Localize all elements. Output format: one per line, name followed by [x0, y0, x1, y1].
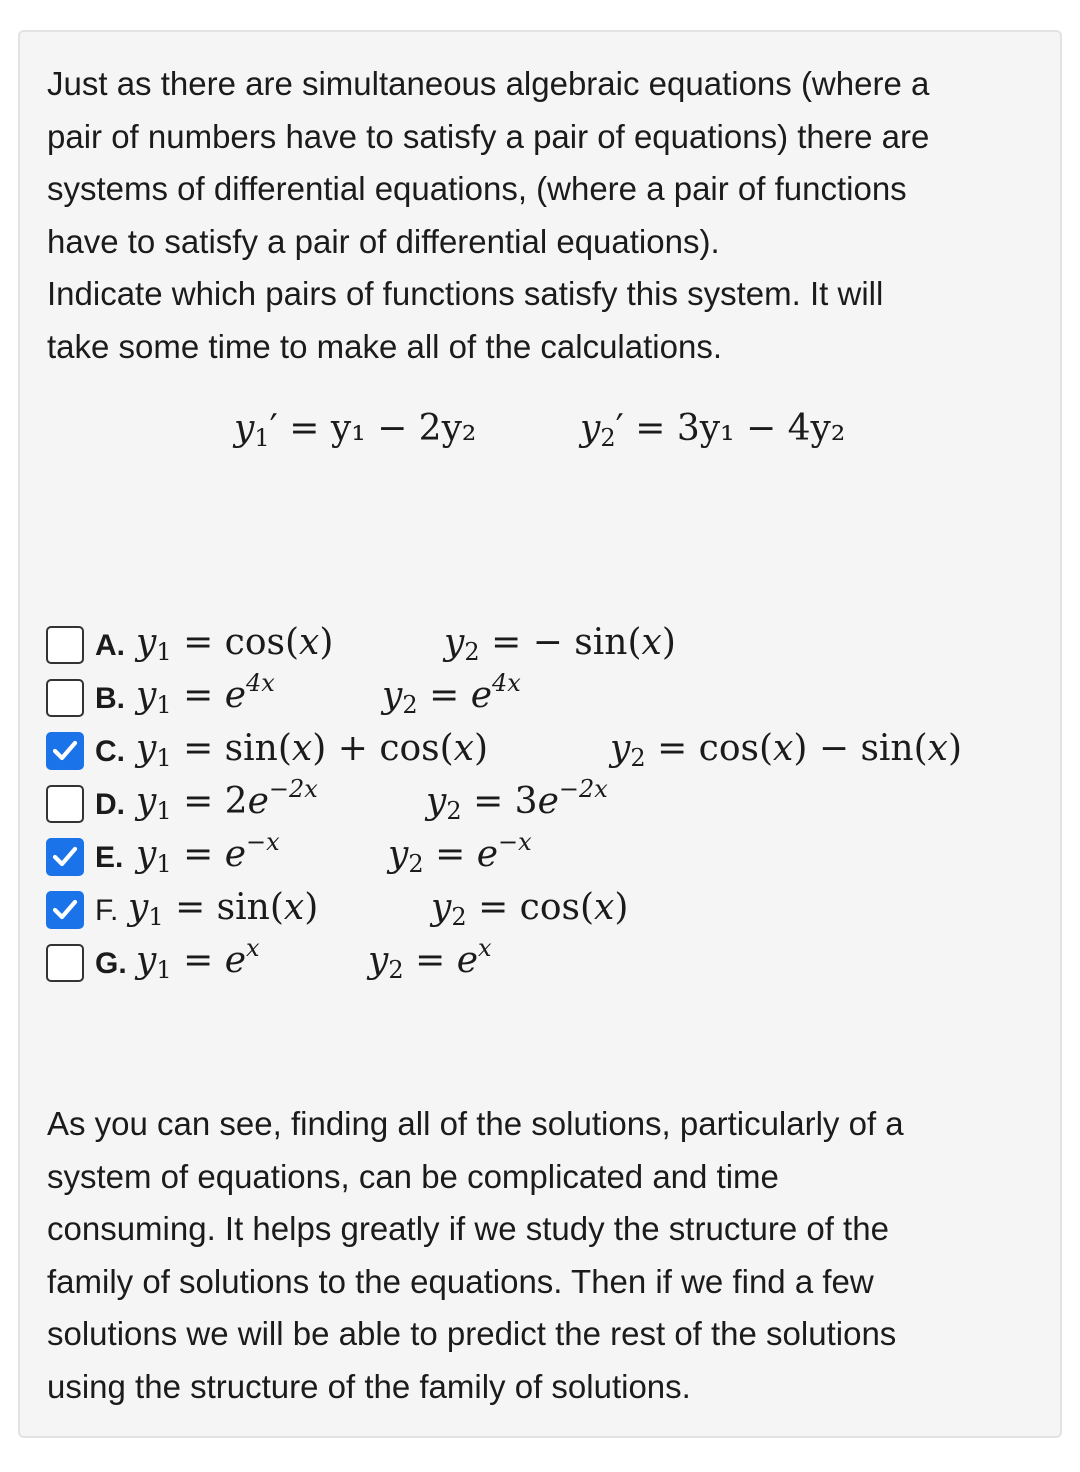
checkmark-icon — [51, 896, 79, 924]
option-d-y1: $y_1 = 2e^{-2x}$ — [136, 775, 318, 825]
option-c-y1: $y_1 = \sin(x) + \cos(x)$ — [136, 728, 489, 772]
option-d-y2: $y_2 = 3e^{-2x}$ — [426, 775, 608, 825]
option-a-checkbox[interactable] — [46, 626, 84, 664]
intro-line: pair of numbers have to satisfy a pair of equations) there are — [47, 117, 930, 155]
outro-line: As you can see, finding all of the solutions, particularly of a — [47, 1105, 904, 1142]
equation-2: $y_2' = 3y_1 - 4y_2$ — [580, 408, 846, 452]
option-b-checkbox[interactable] — [46, 679, 84, 717]
option-b[interactable] — [46, 671, 1046, 717]
equation-1: $y_1' = y_1 - 2y_2$ — [234, 408, 477, 452]
option-a-y2: $y_2$ = − sin(x) — [444, 622, 676, 666]
option-d[interactable] — [46, 777, 1046, 823]
option-e-y1: $y_1 = e^{-x}$ — [136, 828, 280, 878]
option-c-letter: C. — [95, 735, 125, 768]
outro-line: system of equations, can be complicated and time — [47, 1157, 779, 1195]
option-g-checkbox[interactable] — [46, 944, 84, 982]
option-d-checkbox[interactable] — [46, 785, 84, 823]
option-b-letter: B. — [95, 682, 125, 715]
intro-line: Just as there are simultaneous algebraic equations (where a — [47, 65, 930, 102]
option-f-y2: $y_2 = \cos(x)$ — [431, 887, 629, 931]
option-e[interactable] — [46, 830, 1046, 876]
outro-line: family of solutions to the equations. Then if we find a few — [47, 1262, 874, 1300]
outro-line: consuming. It helps greatly if we study the structure of the — [47, 1210, 889, 1247]
option-g-y2: $y_2 = e^x$ — [368, 934, 492, 984]
option-f-y1: $y_1 = \sin(x)$ — [128, 887, 319, 931]
intro-line: have to satisfy a pair of differential equations). — [47, 222, 720, 260]
option-f[interactable] — [46, 883, 1046, 929]
question-card — [18, 30, 1062, 1438]
option-b-y2: $y_2 = e^{4x}$ — [382, 669, 521, 719]
option-a-y1: $y_1 = \cos(x)$ — [136, 622, 334, 666]
intro-paragraph — [47, 58, 1047, 373]
equation-1-rhs: = y₁ − 2y₂ — [289, 408, 477, 449]
option-a-letter: A. — [95, 629, 125, 662]
option-g-y1: $y_1 = e^x$ — [136, 934, 260, 984]
outro-paragraph — [47, 1098, 1047, 1413]
option-e-letter: E. — [95, 841, 124, 874]
outro-line: using the structure of the family of solutions. — [47, 1367, 691, 1405]
option-e-y2: $y_2 = e^{-x}$ — [388, 828, 532, 878]
intro-line: Indicate which pairs of functions satisfy this system. It will — [47, 275, 884, 312]
option-c-y2: $y_2 = \cos(x) - \sin(x)$ — [610, 728, 963, 772]
option-d-letter: D. — [95, 788, 125, 821]
outro-line: solutions we will be able to predict the rest of the solutions — [47, 1315, 897, 1352]
option-f-letter: F. — [95, 894, 119, 927]
intro-line: systems of differential equations, (where a pair of functions — [47, 170, 907, 207]
option-c-checkbox[interactable] — [46, 732, 84, 770]
checkmark-icon — [51, 843, 79, 871]
option-c[interactable] — [46, 724, 1046, 770]
option-a[interactable] — [46, 618, 1046, 664]
option-g[interactable] — [46, 936, 1046, 982]
equation-2-rhs: = 3y₁ − 4y₂ — [635, 408, 846, 449]
option-e-checkbox[interactable] — [46, 838, 84, 876]
option-f-checkbox[interactable] — [46, 891, 84, 929]
option-b-y1: $y_1 = e^{4x}$ — [136, 669, 275, 719]
checkmark-icon — [51, 737, 79, 765]
intro-line: take some time to make all of the calculations. — [47, 327, 722, 365]
option-g-letter: G. — [95, 947, 127, 980]
